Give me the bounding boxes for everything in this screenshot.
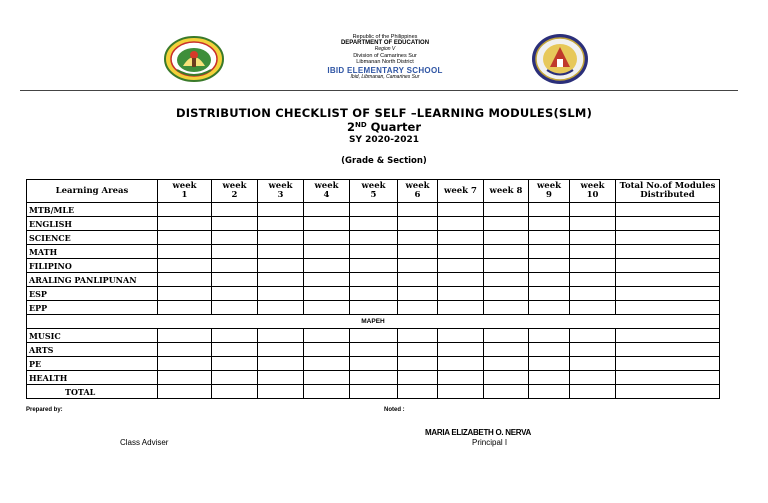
entry-cell[interactable] (258, 385, 304, 399)
table-row (27, 371, 720, 385)
entry-cell[interactable] (570, 217, 616, 231)
column-header-text: week (268, 181, 293, 192)
entry-cell[interactable] (616, 259, 720, 273)
entry-cell[interactable] (158, 273, 212, 287)
entry-cell[interactable] (484, 259, 529, 273)
column-header-text: Learning Areas (55, 185, 129, 196)
entry-cell[interactable] (484, 287, 529, 301)
column-header-text: 3 (277, 190, 284, 200)
learning-area-cell: ESP (27, 287, 158, 301)
table-row (27, 203, 720, 217)
entry-cell[interactable] (350, 259, 398, 273)
entry-cell[interactable] (570, 245, 616, 259)
learning-area-cell: PE (27, 357, 158, 371)
table-row (27, 287, 720, 301)
entry-cell[interactable] (304, 357, 350, 371)
learning-area-cell: ARALING PANLIPUNAN (27, 273, 158, 287)
entry-cell[interactable] (350, 343, 398, 357)
entry-cell[interactable] (438, 259, 484, 273)
entry-cell[interactable] (158, 217, 212, 231)
entry-cell[interactable] (438, 203, 484, 217)
column-header-text: 1 (181, 190, 188, 200)
entry-cell[interactable] (438, 287, 484, 301)
entry-cell[interactable] (258, 329, 304, 343)
entry-cell[interactable] (350, 385, 398, 399)
entry-cell[interactable] (484, 329, 529, 343)
entry-cell[interactable] (158, 301, 212, 315)
column-header-text: 10 (586, 190, 599, 200)
entry-cell[interactable] (304, 203, 350, 217)
column-header (304, 180, 350, 203)
entry-cell[interactable] (350, 231, 398, 245)
learning-area-cell: SCIENCE (27, 231, 158, 245)
entry-cell[interactable] (350, 287, 398, 301)
grade-section-label: (Grade & Section) (341, 156, 427, 166)
entry-cell[interactable] (258, 217, 304, 231)
entry-cell[interactable] (529, 203, 570, 217)
entry-cell[interactable] (398, 245, 438, 259)
entry-cell[interactable] (398, 301, 438, 315)
table-row (27, 259, 720, 273)
table-header-row (27, 180, 720, 203)
column-header-text: Total No.of Modules (619, 181, 716, 192)
school-address: Ibid, Libmanan, Camarines Sur (350, 73, 420, 80)
entry-cell[interactable] (398, 329, 438, 343)
entry-cell[interactable] (398, 259, 438, 273)
entry-cell[interactable] (570, 273, 616, 287)
entry-cell[interactable] (570, 385, 616, 399)
entry-cell[interactable] (616, 301, 720, 315)
table-row (27, 385, 720, 399)
entry-cell[interactable] (438, 245, 484, 259)
entry-cell[interactable] (570, 343, 616, 357)
entry-cell[interactable] (438, 301, 484, 315)
table-row (27, 245, 720, 259)
entry-cell[interactable] (304, 343, 350, 357)
school-name: IBID ELEMENTARY SCHOOL (327, 65, 443, 75)
entry-cell[interactable] (484, 343, 529, 357)
entry-cell[interactable] (616, 343, 720, 357)
entry-cell[interactable] (398, 203, 438, 217)
column-header (158, 180, 212, 203)
entry-cell[interactable] (304, 217, 350, 231)
entry-cell[interactable] (529, 217, 570, 231)
entry-cell[interactable] (304, 371, 350, 385)
entry-cell[interactable] (616, 203, 720, 217)
quarter-label (0, 120, 768, 134)
entry-cell[interactable] (350, 217, 398, 231)
entry-cell[interactable] (398, 343, 438, 357)
entry-cell[interactable] (616, 385, 720, 399)
entry-cell[interactable] (158, 259, 212, 273)
entry-cell[interactable] (529, 343, 570, 357)
entry-cell[interactable] (304, 385, 350, 399)
republic-text: Republic of the Philippines (352, 34, 418, 40)
column-header (616, 180, 720, 203)
column-header (212, 180, 258, 203)
column-header (529, 180, 570, 203)
entry-cell[interactable] (350, 357, 398, 371)
noted-label: Noted : (384, 407, 405, 413)
division-text: Division of Camarines Sur (353, 52, 417, 59)
entry-cell[interactable] (529, 371, 570, 385)
column-header (484, 180, 529, 203)
table-row (27, 231, 720, 245)
entry-cell[interactable] (212, 259, 258, 273)
entry-cell[interactable] (158, 203, 212, 217)
entry-cell[interactable] (616, 329, 720, 343)
entry-cell[interactable] (212, 245, 258, 259)
region-text: Region V (374, 46, 396, 53)
principal-title: Principal I (472, 438, 508, 447)
entry-cell[interactable] (158, 343, 212, 357)
entry-cell[interactable] (258, 357, 304, 371)
entry-cell[interactable] (398, 385, 438, 399)
mapeh-label: MAPEH (27, 315, 720, 329)
entry-cell[interactable] (258, 371, 304, 385)
entry-cell[interactable] (570, 287, 616, 301)
entry-cell[interactable] (570, 231, 616, 245)
entry-cell[interactable] (398, 273, 438, 287)
school-year: SY 2020-2021 (349, 135, 419, 145)
principal-name: MARIA ELIZABETH O. NERVA (425, 428, 531, 437)
entry-cell[interactable] (258, 231, 304, 245)
entry-cell[interactable] (398, 371, 438, 385)
entry-cell[interactable] (158, 231, 212, 245)
entry-cell[interactable] (158, 329, 212, 343)
entry-cell[interactable] (304, 245, 350, 259)
entry-cell[interactable] (212, 343, 258, 357)
distribution-checklist-table (26, 179, 720, 399)
entry-cell[interactable] (212, 203, 258, 217)
entry-cell[interactable] (484, 203, 529, 217)
learning-area-cell: ENGLISH (27, 217, 158, 231)
column-header (27, 180, 158, 203)
prepared-by-label: Prepared by: (26, 407, 63, 413)
entry-cell[interactable] (258, 287, 304, 301)
entry-cell[interactable] (529, 357, 570, 371)
entry-cell[interactable] (350, 203, 398, 217)
column-header (258, 180, 304, 203)
entry-cell[interactable] (570, 371, 616, 385)
column-header (570, 180, 616, 203)
learning-area-cell: MATH (27, 245, 158, 259)
letterhead (260, 34, 510, 81)
quarter-word: Quarter (366, 120, 422, 134)
entry-cell[interactable] (570, 203, 616, 217)
entry-cell[interactable] (616, 245, 720, 259)
entry-cell[interactable] (484, 217, 529, 231)
table-row (27, 273, 720, 287)
column-header-text: week (172, 181, 197, 192)
entry-cell[interactable] (529, 287, 570, 301)
entry-cell[interactable] (398, 357, 438, 371)
column-header-text: week (536, 181, 562, 192)
column-header-text: week (314, 181, 339, 192)
learning-area-cell: EPP (27, 301, 158, 315)
table-row (27, 343, 720, 357)
entry-cell[interactable] (484, 385, 529, 399)
entry-cell[interactable] (616, 371, 720, 385)
district-text: Libmanan North District (356, 59, 414, 66)
table-row (27, 329, 720, 343)
header-divider (20, 90, 738, 91)
learning-area-cell: MTB/MLE (27, 203, 158, 217)
entry-cell[interactable] (350, 371, 398, 385)
entry-cell[interactable] (350, 301, 398, 315)
column-header-text: week (405, 181, 430, 192)
entry-cell[interactable] (212, 231, 258, 245)
column-header (398, 180, 438, 203)
entry-cell[interactable] (212, 301, 258, 315)
learning-area-cell: HEALTH (27, 371, 158, 385)
quarter-number: 2 (346, 120, 355, 134)
table-row (27, 217, 720, 231)
entry-cell[interactable] (484, 371, 529, 385)
entry-cell[interactable] (529, 329, 570, 343)
entry-cell[interactable] (438, 231, 484, 245)
entry-cell[interactable] (616, 231, 720, 245)
entry-cell[interactable] (158, 357, 212, 371)
entry-cell[interactable] (438, 273, 484, 287)
entry-cell[interactable] (350, 245, 398, 259)
entry-cell[interactable] (438, 385, 484, 399)
column-header (438, 180, 484, 203)
entry-cell[interactable] (350, 329, 398, 343)
column-header-text: 4 (323, 190, 330, 200)
entry-cell[interactable] (529, 301, 570, 315)
entry-cell[interactable] (158, 385, 212, 399)
entry-cell[interactable] (304, 329, 350, 343)
column-header-text: 6 (414, 190, 421, 200)
entry-cell[interactable] (212, 273, 258, 287)
entry-cell[interactable] (529, 273, 570, 287)
entry-cell[interactable] (212, 329, 258, 343)
column-header-text: week 8 (489, 185, 523, 196)
mapeh-row (27, 315, 720, 329)
entry-cell[interactable] (616, 287, 720, 301)
entry-cell[interactable] (529, 259, 570, 273)
entry-cell[interactable] (570, 259, 616, 273)
entry-cell[interactable] (212, 371, 258, 385)
column-header-text: Distributed (640, 190, 695, 200)
entry-cell[interactable] (258, 301, 304, 315)
entry-cell[interactable] (438, 343, 484, 357)
division-seal-logo (163, 36, 225, 82)
learning-area-cell: FILIPINO (27, 259, 158, 273)
table-body (27, 203, 720, 399)
entry-cell[interactable] (258, 245, 304, 259)
column-header-text: week (361, 181, 386, 192)
entry-cell[interactable] (570, 301, 616, 315)
entry-cell[interactable] (438, 371, 484, 385)
school-seal-logo (530, 33, 590, 85)
entry-cell[interactable] (304, 231, 350, 245)
entry-cell[interactable] (570, 329, 616, 343)
entry-cell[interactable] (398, 231, 438, 245)
entry-cell[interactable] (616, 217, 720, 231)
entry-cell[interactable] (158, 371, 212, 385)
entry-cell[interactable] (258, 273, 304, 287)
entry-cell[interactable] (570, 357, 616, 371)
table-row (27, 357, 720, 371)
entry-cell[interactable] (484, 357, 529, 371)
entry-cell[interactable] (304, 259, 350, 273)
entry-cell[interactable] (212, 217, 258, 231)
entry-cell[interactable] (258, 343, 304, 357)
entry-cell[interactable] (616, 273, 720, 287)
column-header-text: 5 (370, 190, 377, 200)
column-header-text: week (222, 181, 247, 192)
entry-cell[interactable] (438, 217, 484, 231)
entry-cell[interactable] (350, 273, 398, 287)
entry-cell[interactable] (438, 329, 484, 343)
quarter-superscript: ND (354, 121, 367, 129)
learning-area-cell: TOTAL (27, 385, 158, 399)
department-text: DEPARTMENT OF EDUCATION (340, 40, 430, 47)
table-row (27, 301, 720, 315)
entry-cell[interactable] (484, 245, 529, 259)
entry-cell[interactable] (212, 385, 258, 399)
class-adviser-label: Class Adviser (120, 438, 169, 447)
document-title: DISTRIBUTION CHECKLIST OF SELF –LEARNING MODULES(SLM) (175, 106, 593, 120)
learning-area-cell: MUSIC (27, 329, 158, 343)
column-header-text: week (580, 181, 605, 192)
entry-cell[interactable] (398, 217, 438, 231)
column-header (350, 180, 398, 203)
entry-cell[interactable] (212, 287, 258, 301)
entry-cell[interactable] (438, 357, 484, 371)
entry-cell[interactable] (616, 357, 720, 371)
entry-cell[interactable] (258, 203, 304, 217)
entry-cell[interactable] (484, 273, 529, 287)
entry-cell[interactable] (212, 357, 258, 371)
entry-cell[interactable] (258, 259, 304, 273)
column-header-text: 2 (231, 190, 238, 200)
entry-cell[interactable] (304, 287, 350, 301)
entry-cell[interactable] (484, 231, 529, 245)
entry-cell[interactable] (304, 301, 350, 315)
entry-cell[interactable] (529, 385, 570, 399)
entry-cell[interactable] (158, 287, 212, 301)
learning-area-cell: ARTS (27, 343, 158, 357)
entry-cell[interactable] (529, 231, 570, 245)
entry-cell[interactable] (484, 301, 529, 315)
column-header-text: week 7 (444, 185, 477, 196)
entry-cell[interactable] (398, 287, 438, 301)
entry-cell[interactable] (158, 245, 212, 259)
entry-cell[interactable] (304, 273, 350, 287)
column-header-text: 9 (546, 190, 552, 200)
entry-cell[interactable] (529, 245, 570, 259)
